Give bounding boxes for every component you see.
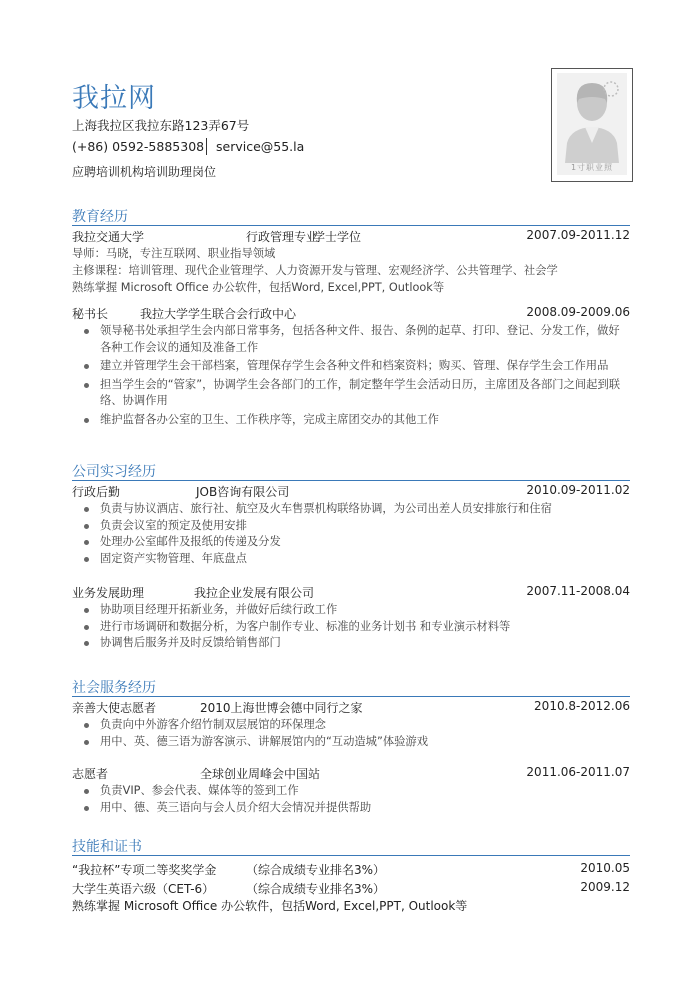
section-rule [72,480,630,481]
service-date: 2011.06-2011.07 [526,765,630,779]
job-date: 2010.09-2011.02 [526,483,630,497]
job-objective: 应聘培训机构培训助理岗位 [72,165,217,179]
section-rule [72,225,630,226]
section-title-service: 社会服务经历 [72,680,156,696]
photo-caption: 1寸职业照 [570,163,614,172]
list-item: 维护监督各办公室的卫生、工作秩序等，完成主席团交办的其他工作 [72,412,630,429]
list-item: 建立并管理学生会干部档案，管理保存学生会各种文件和档案资料；购买、管理、保存学生会工作用品 [72,358,630,375]
service-role: 志愿者 [72,767,109,781]
leadership-date: 2008.09-2009.06 [526,305,630,319]
service-role: 亲善大使志愿者 [72,701,157,715]
section-rule [72,855,630,856]
award-row [72,861,630,877]
job-role: 行政后勤 [72,485,121,499]
photo-frame [551,68,633,182]
list-item: 协调售后服务并及时反馈给销售部门 [72,635,630,652]
address: 上海我拉区我拉东路123弄67号 [72,118,250,133]
list-item: 固定资产实物管理、年底盘点 [72,551,630,568]
office-skill: 熟练掌握 Microsoft Office 办公软件，包括Word, Excel,PPT, Outlook等 [72,899,468,913]
phone: (+86) 0592-5885308 [72,139,205,154]
courses: 主修课程：培训管理、现代企业管理学、人力资源开发与管理、宏观经济学、公共管理学、社会学 [72,264,558,277]
photo-placeholder [557,73,627,175]
school: 我拉交通大学 [72,230,145,244]
section-rule [72,696,630,697]
job-date: 2007.11-2008.04 [526,584,630,598]
office-skill: 熟练掌握 Microsoft Office 办公软件，包括Word, Excel,PPT, Outlook等 [72,281,445,294]
job-row [72,483,630,499]
award-row [72,880,630,896]
major: 行政管理专业 [246,230,319,244]
job-row [72,584,630,600]
job-duties [72,501,630,567]
education-row [72,228,630,244]
contact-divider [206,138,207,155]
list-item: 负责VIP、参会代表、媒体等的签到工作 [72,783,630,800]
service-duties [72,783,630,816]
award-note: （综合成绩专业排名3%） [246,863,386,877]
section-title-internship: 公司实习经历 [72,464,156,480]
education-date: 2007.09-2011.12 [526,228,630,242]
section-title-education: 教育经历 [72,209,128,225]
leadership-duties [72,323,630,428]
list-item: 用中、德、英三语向与会人员介绍大会情况并提供帮助 [72,800,630,817]
job-role: 业务发展助理 [72,586,145,600]
award-note: （综合成绩专业排名3%） [246,882,386,896]
applicant-name: 我拉网 [72,83,156,114]
list-item: 用中、英、德三语为游客演示、讲解展馆内的“互动造城”体验游戏 [72,734,630,751]
leadership-org: 我拉大学学生联合会行政中心 [140,307,297,321]
service-date: 2010.8-2012.06 [534,699,630,713]
list-item: 负责与协议酒店、旅行社、航空及火车售票机构联络协调，为公司出差人员安排旅行和住宿 [72,501,630,518]
person-silhouette-icon [557,73,627,163]
advisor: 导师：马晓，专注互联网、职业指导领域 [72,247,276,260]
award-name: “我拉杯”专项二等奖奖学金 [72,863,217,877]
email: service@55.la [216,139,305,154]
list-item: 领导秘书处承担学生会内部日常事务，包括各种文件、报告、条例的起草、打印、登记、分发工作，做好各种工作会议的通知及准备工作 [72,323,630,356]
list-item: 进行市场调研和数据分析，为客户制作专业、标准的业务计划书 和专业演示材料等 [72,619,630,636]
leadership-row [72,305,630,321]
service-row [72,699,630,715]
list-item: 负责会议室的预定及使用安排 [72,518,630,535]
job-company: 我拉企业发展有限公司 [194,586,315,600]
job-company: JOB咨询有限公司 [196,485,290,499]
service-row [72,765,630,781]
list-item: 担当学生会的“管家”，协调学生会各部门的工作，制定整年学生会活动日历，主席团及各部门之间起到联络、协调作用 [72,377,630,410]
list-item: 负责向中外游客介绍竹制双层展馆的环保理念 [72,717,630,734]
service-duties [72,717,630,750]
service-org: 全球创业周峰会中国站 [200,767,321,781]
award-date: 2009.12 [580,880,630,894]
degree: 学士学位 [313,230,362,244]
section-title-skills: 技能和证书 [72,839,142,855]
service-org: 2010上海世博会德中同行之家 [200,701,363,715]
award-name: 大学生英语六级（CET-6） [72,882,215,896]
list-item: 协助项目经理开拓新业务，并做好后续行政工作 [72,602,630,619]
job-duties [72,602,630,652]
leadership-role: 秘书长 [72,307,109,321]
list-item: 处理办公室邮件及报纸的传递及分发 [72,534,630,551]
award-date: 2010.05 [580,861,630,875]
